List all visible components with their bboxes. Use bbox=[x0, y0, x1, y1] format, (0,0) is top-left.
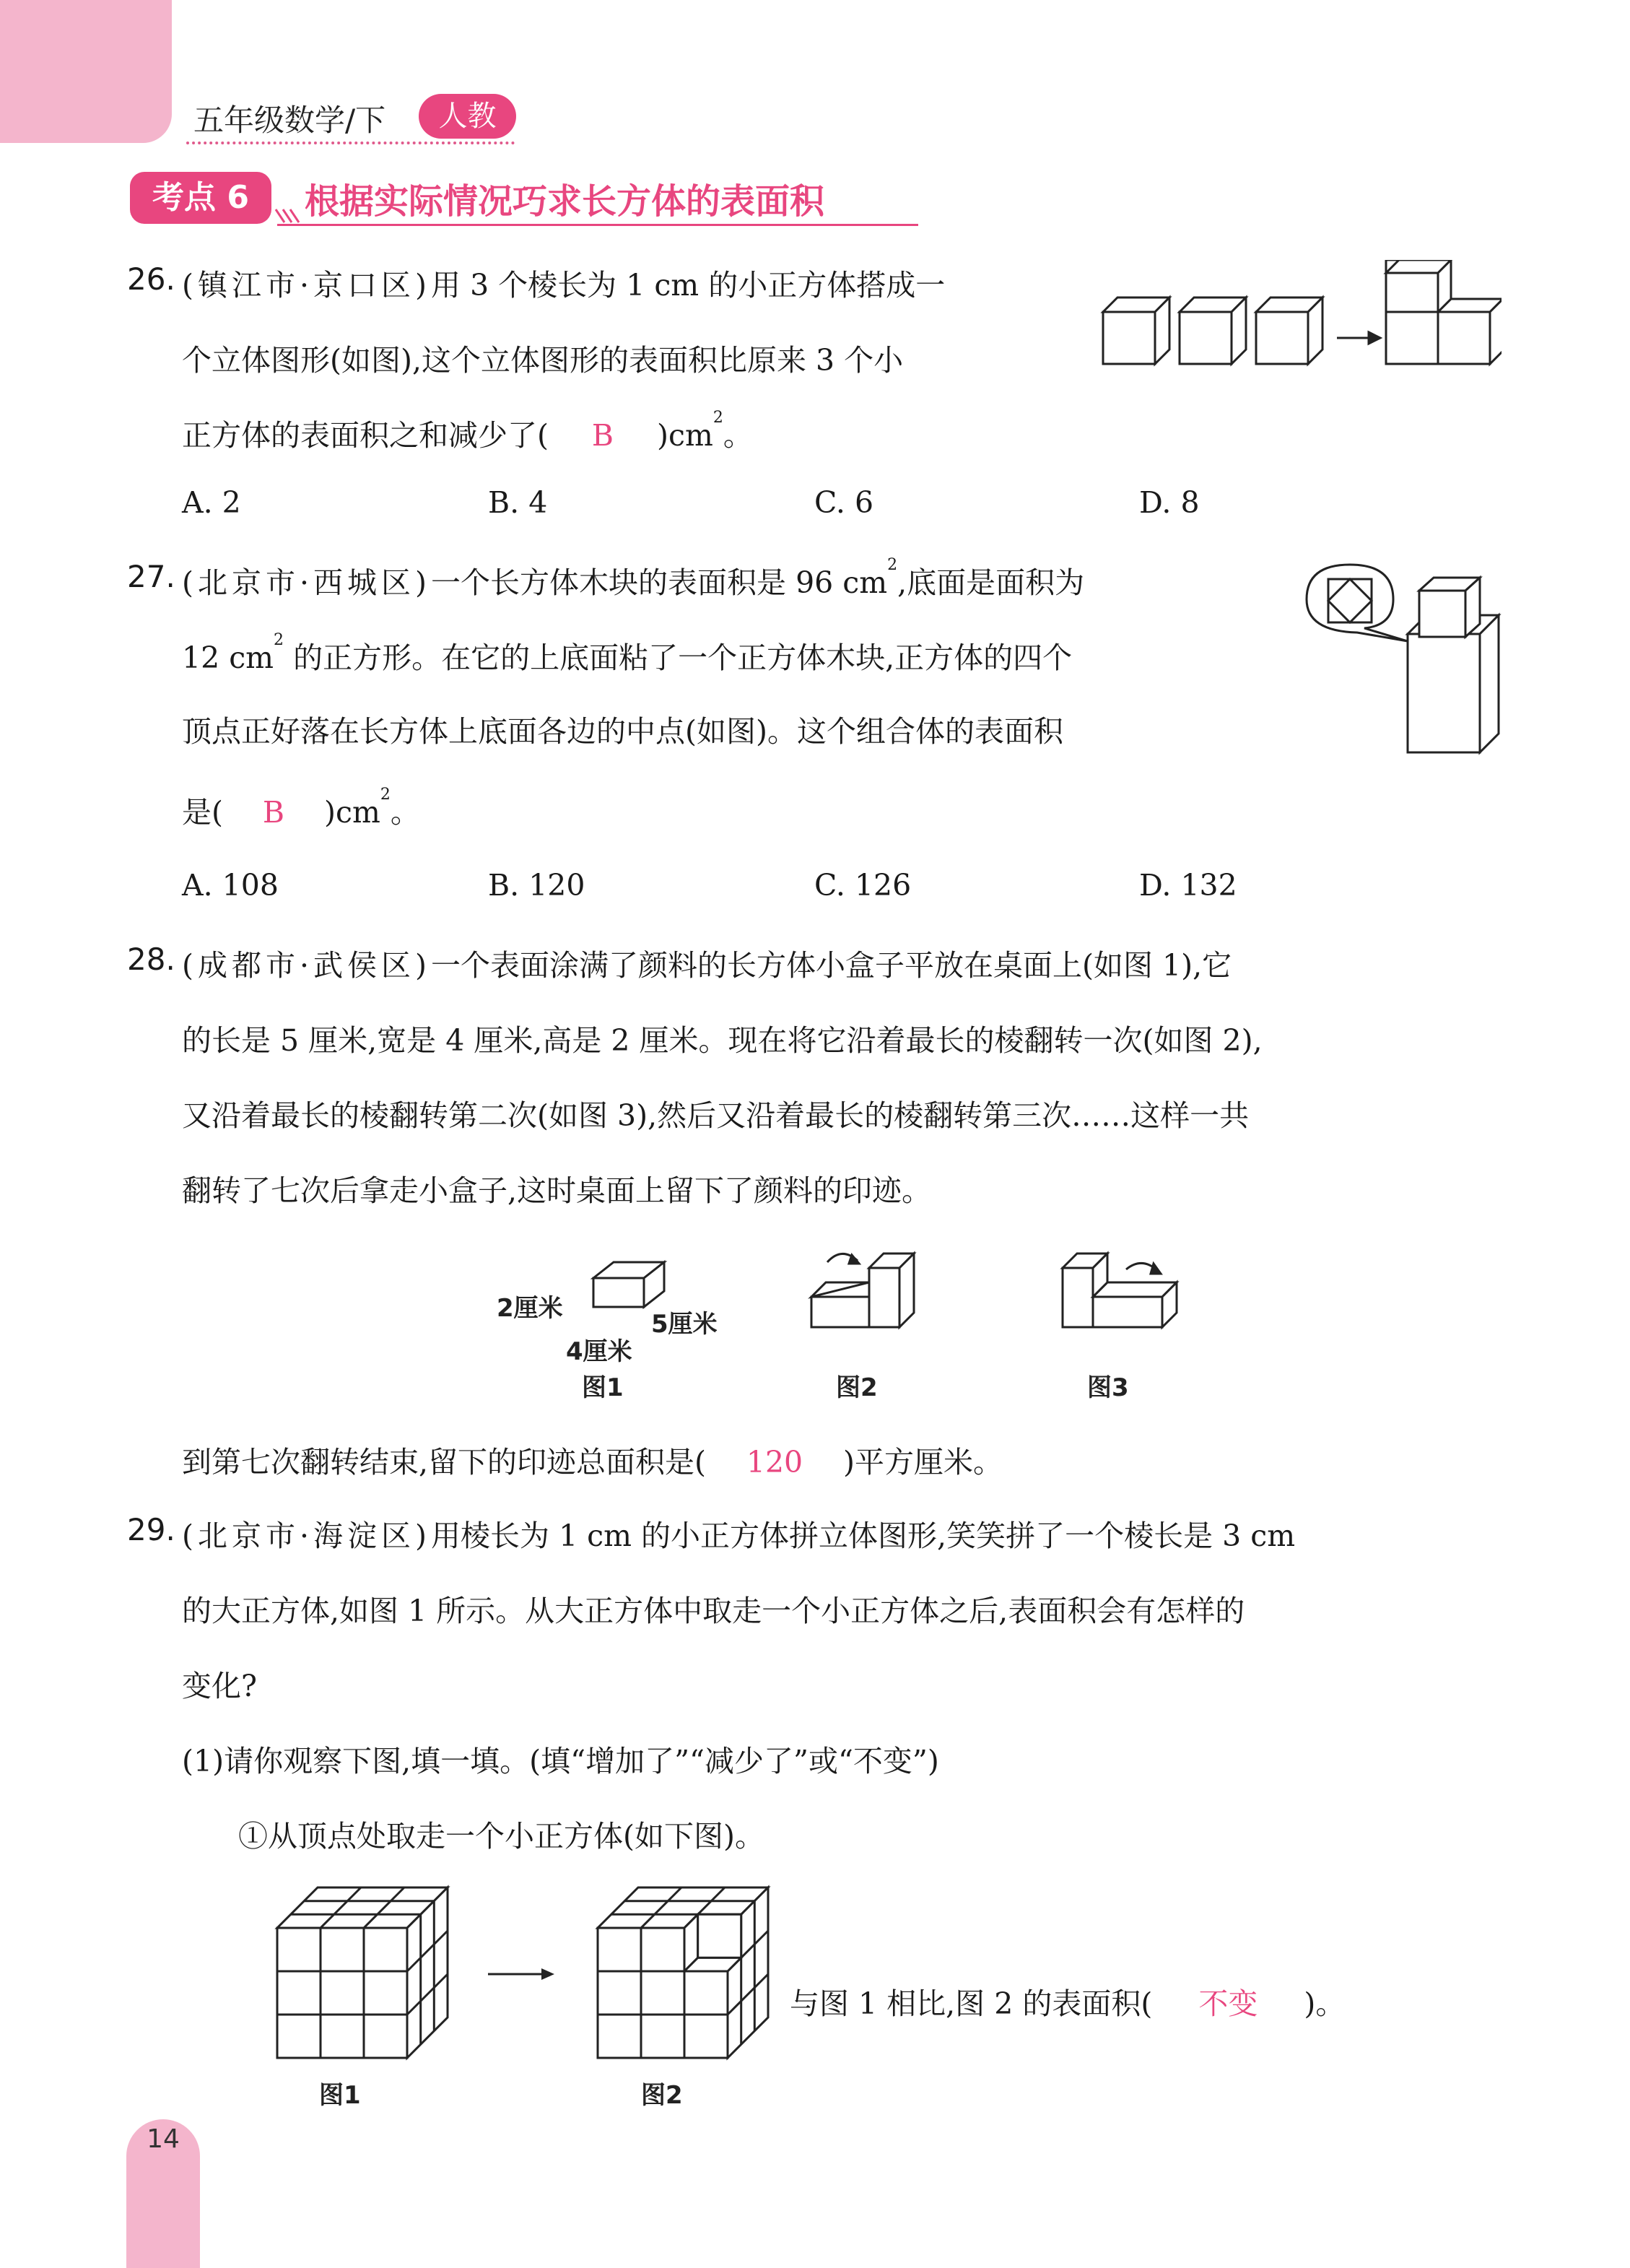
arrow-icon bbox=[485, 1964, 557, 1986]
section-badge: 考点 6 bbox=[130, 172, 271, 224]
question-source: (镇江市·京口区) bbox=[182, 268, 432, 303]
question-text: (北京市·海淀区)用棱长为 1 cm 的小正方体拼立体图形,笑笑拼了一个棱长是 3 cm bbox=[182, 1518, 1296, 1553]
book-title: 五年级数学/下 bbox=[193, 103, 386, 138]
question-text: (北京市·西城区)一个长方体木块的表面积是 96 $cm^2$,底面是面积为 bbox=[182, 556, 1085, 600]
corner-tab bbox=[0, 0, 172, 143]
fig-label-width: 4厘米 bbox=[566, 1337, 632, 1366]
question-text: 与图 1 相比,图 2 的表面积( 不变 )。 bbox=[790, 1980, 1345, 2022]
sub-question-item: ①从顶点处取走一个小正方体(如下图)。 bbox=[238, 1819, 764, 1854]
question-text: 顶点正好落在长方体上底面各边的中点(如图)。这个组合体的表面积 bbox=[182, 714, 1063, 749]
answer: B bbox=[262, 795, 285, 830]
question-number: 29. bbox=[127, 1512, 175, 1547]
edition-badge: 人教 bbox=[419, 94, 516, 139]
question-source: (北京市·海淀区) bbox=[182, 1518, 432, 1553]
question-text: 变化? bbox=[182, 1669, 257, 1703]
question-text: 的大正方体,如图 1 所示。从大正方体中取走一个小正方体之后,表面积会有怎样的 bbox=[182, 1594, 1245, 1628]
fig-label-height: 2厘米 bbox=[497, 1294, 563, 1323]
answer: 120 bbox=[746, 1445, 803, 1480]
question-text: (镇江市·京口区)用 3 个棱长为 1 cm 的小正方体搭成一 bbox=[182, 268, 946, 303]
question-text: 的长是 5 厘米,宽是 4 厘米,高是 2 厘米。现在将它沿着最长的棱翻转一次(如图 2), bbox=[182, 1023, 1263, 1058]
question-text: 正方体的表面积之和减少了( B )$cm^2$。 bbox=[182, 409, 753, 453]
q29-cube-figure-1 bbox=[274, 1885, 462, 2072]
question-text: 12 $cm^2$ 的正方形。在它的上底面粘了一个正方体木块,正方体的四个 bbox=[182, 631, 1073, 675]
q29-cube-figure-2 bbox=[595, 1885, 783, 2072]
section-title: 根据实际情况巧求长方体的表面积 bbox=[305, 181, 825, 222]
q28-box-figure-3 bbox=[1057, 1242, 1187, 1336]
question-number: 28. bbox=[127, 942, 175, 977]
question-text: 是( B )$cm^2$。 bbox=[182, 786, 420, 830]
q28-box-figure-2 bbox=[806, 1242, 928, 1336]
page-number: 14 bbox=[147, 2124, 180, 2154]
question-text: 又沿着最长的棱翻转第二次(如图 3),然后又沿着最长的棱翻转第三次……这样一共 bbox=[182, 1098, 1250, 1133]
question-number: 27. bbox=[127, 559, 175, 594]
fig-caption: 图1 bbox=[319, 2081, 361, 2110]
option: B. 120 bbox=[488, 868, 585, 903]
header-divider bbox=[186, 142, 515, 144]
question-number: 26. bbox=[127, 261, 175, 297]
option: C. 126 bbox=[814, 868, 912, 903]
answer: 不变 bbox=[1198, 1986, 1258, 2021]
sub-question: (1)请你观察下图,填一填。(填“增加了”“减少了”或“不变”) bbox=[182, 1744, 939, 1778]
option: C. 6 bbox=[814, 485, 874, 520]
question-source: (北京市·西城区) bbox=[182, 565, 432, 600]
fig-caption: 图2 bbox=[836, 1373, 878, 1402]
fig-caption: 图3 bbox=[1087, 1373, 1129, 1402]
option: A. 2 bbox=[182, 485, 241, 520]
fig-label-length: 5厘米 bbox=[651, 1310, 718, 1339]
q26-cubes-figure bbox=[1097, 260, 1502, 375]
option: B. 4 bbox=[488, 485, 548, 520]
question-source: (成都市·武侯区) bbox=[182, 948, 432, 983]
question-text: (成都市·武侯区)一个表面涂满了颜料的长方体小盒子平放在桌面上(如图 1),它 bbox=[182, 948, 1232, 983]
question-text: 个立体图形(如图),这个立体图形的表面积比原来 3 个小 bbox=[182, 343, 904, 378]
section-underline bbox=[277, 224, 918, 226]
option: D. 132 bbox=[1139, 868, 1237, 903]
option: D. 8 bbox=[1139, 485, 1200, 520]
question-text: 翻转了七次后拿走小盒子,这时桌面上留下了颜料的印迹。 bbox=[182, 1173, 932, 1208]
answer: B bbox=[591, 418, 614, 453]
q27-figure bbox=[1292, 556, 1502, 758]
option: A. 108 bbox=[182, 868, 279, 903]
fig-caption: 图2 bbox=[641, 2081, 683, 2110]
fig-caption: 图1 bbox=[582, 1373, 624, 1402]
question-text: 到第七次翻转结束,留下的印迹总面积是( 120 )平方厘米。 bbox=[182, 1445, 1003, 1480]
